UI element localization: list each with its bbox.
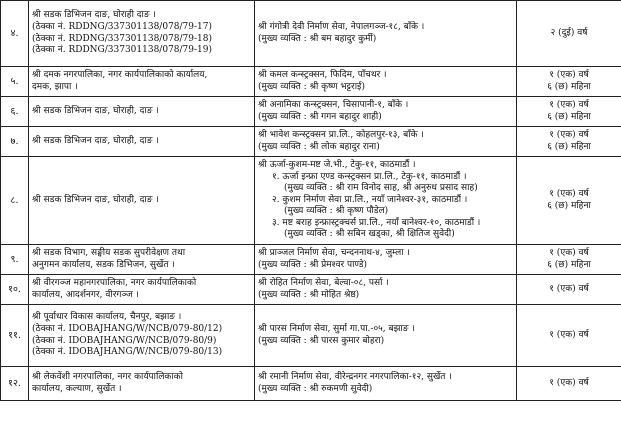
duration-cell	[517, 367, 621, 401]
firm-line: (मुख्य व्यक्ति : श्री लोक बहादुर राना)	[258, 141, 380, 152]
office-cell	[29, 67, 255, 97]
office-line: श्री सडक डिभिजन दाङ, घोराही, दाङ ।	[32, 105, 159, 116]
firm-cell	[255, 1, 517, 67]
firm-line: (मुख्य व्यक्ति : श्री सबिन खड्का, श्री क्षितिज सुवेदी)	[284, 229, 455, 240]
office-line: श्री सडक डिभिजन दाङ, घोराही दाङ ।	[32, 10, 156, 21]
duration-line: ६ (छ) महिना	[547, 259, 591, 270]
office-line: (ठेक्का नं. IDOBAJHANG/W/NCB/079-80/9)	[32, 335, 217, 346]
firm-cell	[255, 305, 517, 367]
row-number: ७.	[1, 127, 29, 157]
office-line: (ठेक्का नं. IDOBAJHANG/W/NCB/079-80/13)	[32, 347, 223, 358]
firm-line: ३. मष्ट बराह इन्फ्रास्ट्रक्चर्स प्रा.लि., नयाँ बानेश्वर-१०, काठमाडौं ।	[272, 217, 481, 228]
office-line: दमक, झापा ।	[32, 81, 78, 92]
firm-line: श्री रोहित निर्माण सेवा, बेल्वा-०८, पर्सा ।	[258, 277, 389, 288]
duration-line: ६ (छ) महिना	[547, 111, 591, 122]
row-number: १०.	[1, 275, 29, 305]
office-line: श्री दमक नगरपालिका, नगर कार्यपालिकाको कार्यालय,	[32, 69, 208, 80]
duration-cell	[517, 305, 621, 367]
table-row	[1, 157, 621, 245]
office-cell	[29, 245, 255, 275]
firm-line: (मुख्य व्यक्ति : श्री कृष्ण भट्टराई)	[258, 81, 365, 92]
duration-cell	[517, 157, 621, 245]
firm-line: श्री अनामिका कन्स्ट्रक्सन, चिसापानी-१, बाँके ।	[258, 99, 409, 110]
office-cell	[29, 275, 255, 305]
duration-line: १ (एक) वर्ष	[549, 129, 589, 140]
duration-line: १ (एक) वर्ष	[549, 377, 589, 388]
firm-line: (मुख्य व्यक्ति : श्री पारस कुमार बोहरा)	[258, 335, 385, 346]
row-number: ६.	[1, 97, 29, 127]
duration-cell	[517, 1, 621, 67]
table-row	[1, 245, 621, 275]
office-cell	[29, 157, 255, 245]
firm-line: श्री कमल कन्स्ट्रक्सन, फिदिम, पाँचथर ।	[258, 69, 387, 80]
office-line: (ठेक्का नं. IDOBAJHANG/W/NCB/079-80/12)	[32, 323, 223, 334]
office-line: अनुगमन कार्यालय, सडक डिभिजन, सुर्खेत ।	[32, 259, 175, 270]
duration-cell	[517, 67, 621, 97]
office-cell	[29, 97, 255, 127]
firm-line: श्री प्राञ्जल निर्माण सेवा, चन्दननाथ-४, जुम्ला ।	[258, 247, 410, 258]
firm-cell	[255, 245, 517, 275]
firm-line: (मुख्य व्यक्ति : श्री रुकमणी सुवेदी)	[258, 383, 373, 394]
firm-line: (मुख्य व्यक्ति : श्री कृष्ण पौडेल)	[284, 206, 389, 217]
row-number: ९.	[1, 245, 29, 275]
firm-cell	[255, 367, 517, 401]
office-line: श्री लेकवेंशी नगरपालिका, नगर कार्यपालिकाको	[32, 371, 183, 382]
row-number: ८.	[1, 157, 29, 245]
firm-line: (मुख्य व्यक्ति : श्री राम विनोद साह, श्री अनुरुध प्रसाद साह)	[284, 183, 478, 194]
firm-line: श्री पारस निर्माण सेवा, सुर्मा गा.पा.-०५, बझाङ ।	[258, 323, 415, 334]
table-row	[1, 67, 621, 97]
firm-line: श्री भावेश कन्स्ट्रक्सन प्रा.लि., कोहलपुर-१३, बाँके ।	[258, 129, 424, 140]
duration-line: ६ (छ) महिना	[547, 81, 591, 92]
firm-cell	[255, 157, 517, 245]
office-cell	[29, 367, 255, 401]
firm-line: श्री ऊर्जा-कुशम-मष्ट जे.भी., टेकु-११, काठमाडौं ।	[258, 159, 416, 170]
table-row	[1, 367, 621, 401]
table-row	[1, 1, 621, 67]
office-line: कार्यालय, कल्याण, सुर्खेत ।	[32, 383, 122, 394]
office-line: श्री सडक डिभिजन दाङ, घोराही, दाङ ।	[32, 194, 159, 205]
office-line: (ठेक्का नं. RDDNG/337301138/078/79-19)	[32, 45, 213, 56]
office-cell	[29, 1, 255, 67]
office-line: श्री वीरगञ्ज महानगरपालिका, नगर कार्यपालिकाको	[32, 277, 197, 288]
duration-line: ६ (छ) महिना	[547, 141, 591, 152]
duration-cell	[517, 97, 621, 127]
duration-cell	[517, 245, 621, 275]
table-row	[1, 127, 621, 157]
duration-line: १ (एक) वर्ष	[549, 247, 589, 258]
duration-line: ६ (छ) महिना	[547, 200, 591, 211]
office-line: (ठेक्का नं. RDDNG/337301138/078/79-18)	[32, 33, 213, 44]
duration-line: १ (एक) वर्ष	[549, 188, 589, 199]
duration-line: १ (एक) वर्ष	[549, 69, 589, 80]
row-number: ११.	[1, 305, 29, 367]
firm-line: (मुख्य व्यक्ति : श्री मोहित श्रेष्ठ)	[258, 289, 360, 300]
firm-line: (मुख्य व्यक्ति : श्री गगन बहादुर शाही)	[258, 111, 382, 122]
duration-cell	[517, 127, 621, 157]
firm-cell	[255, 97, 517, 127]
firm-line: श्री रमानी निर्माण सेवा, वीरेन्द्रनगर नगरपालिका-१२, सुर्खेत ।	[258, 371, 452, 382]
firm-line: (मुख्य व्यक्ति : श्री प्रेमश्वर पाण्डे)	[258, 259, 368, 270]
firm-cell	[255, 127, 517, 157]
office-cell	[29, 305, 255, 367]
row-number: ५.	[1, 67, 29, 97]
row-number: ४.	[1, 1, 29, 67]
table-row	[1, 275, 621, 305]
firm-line: (मुख्य व्यक्ति : श्री बम बहादुर कुर्मी)	[258, 33, 377, 44]
row-number: १२.	[1, 367, 29, 401]
office-line: श्री सडक डिभिजन दाङ, घोराही, दाङ ।	[32, 135, 159, 146]
duration-cell	[517, 275, 621, 305]
table-row	[1, 305, 621, 367]
firm-cell	[255, 275, 517, 305]
office-line: कार्यालय, आदर्शनगर, वीरगञ्ज ।	[32, 289, 139, 300]
office-line: श्री पूर्वाधार विकास कार्यालय, चैनपुर, बझाङ ।	[32, 312, 182, 323]
firm-line: श्री गंगोत्री देवी निर्माण सेवा, नेपालगञ्ज-१८, बाँके ।	[258, 21, 425, 32]
duration-line: १ (एक) वर्ष	[549, 99, 589, 110]
firm-line: १. ऊर्जा इन्फ्रा एण्ड कन्स्ट्रक्सन प्रा.लि., टेकु-११, काठमाडौं ।	[272, 171, 467, 182]
duration-line: २ (दुई) वर्ष	[550, 27, 588, 38]
duration-line: १ (एक) वर्ष	[549, 283, 589, 294]
table-row	[1, 97, 621, 127]
office-line: श्री सडक विभाग, सङ्घीय सडक सुपरीवेक्षण तथा	[32, 247, 186, 258]
duration-line: १ (एक) वर्ष	[549, 329, 589, 340]
office-cell	[29, 127, 255, 157]
firm-line: २. कुशम निर्माण सेवा प्रा.लि., नयाँ जानेश्वर-३१, काठमाडौं ।	[272, 194, 468, 205]
firm-cell	[255, 67, 517, 97]
office-line: (ठेक्का नं. RDDNG/337301138/078/79-17)	[32, 21, 213, 32]
